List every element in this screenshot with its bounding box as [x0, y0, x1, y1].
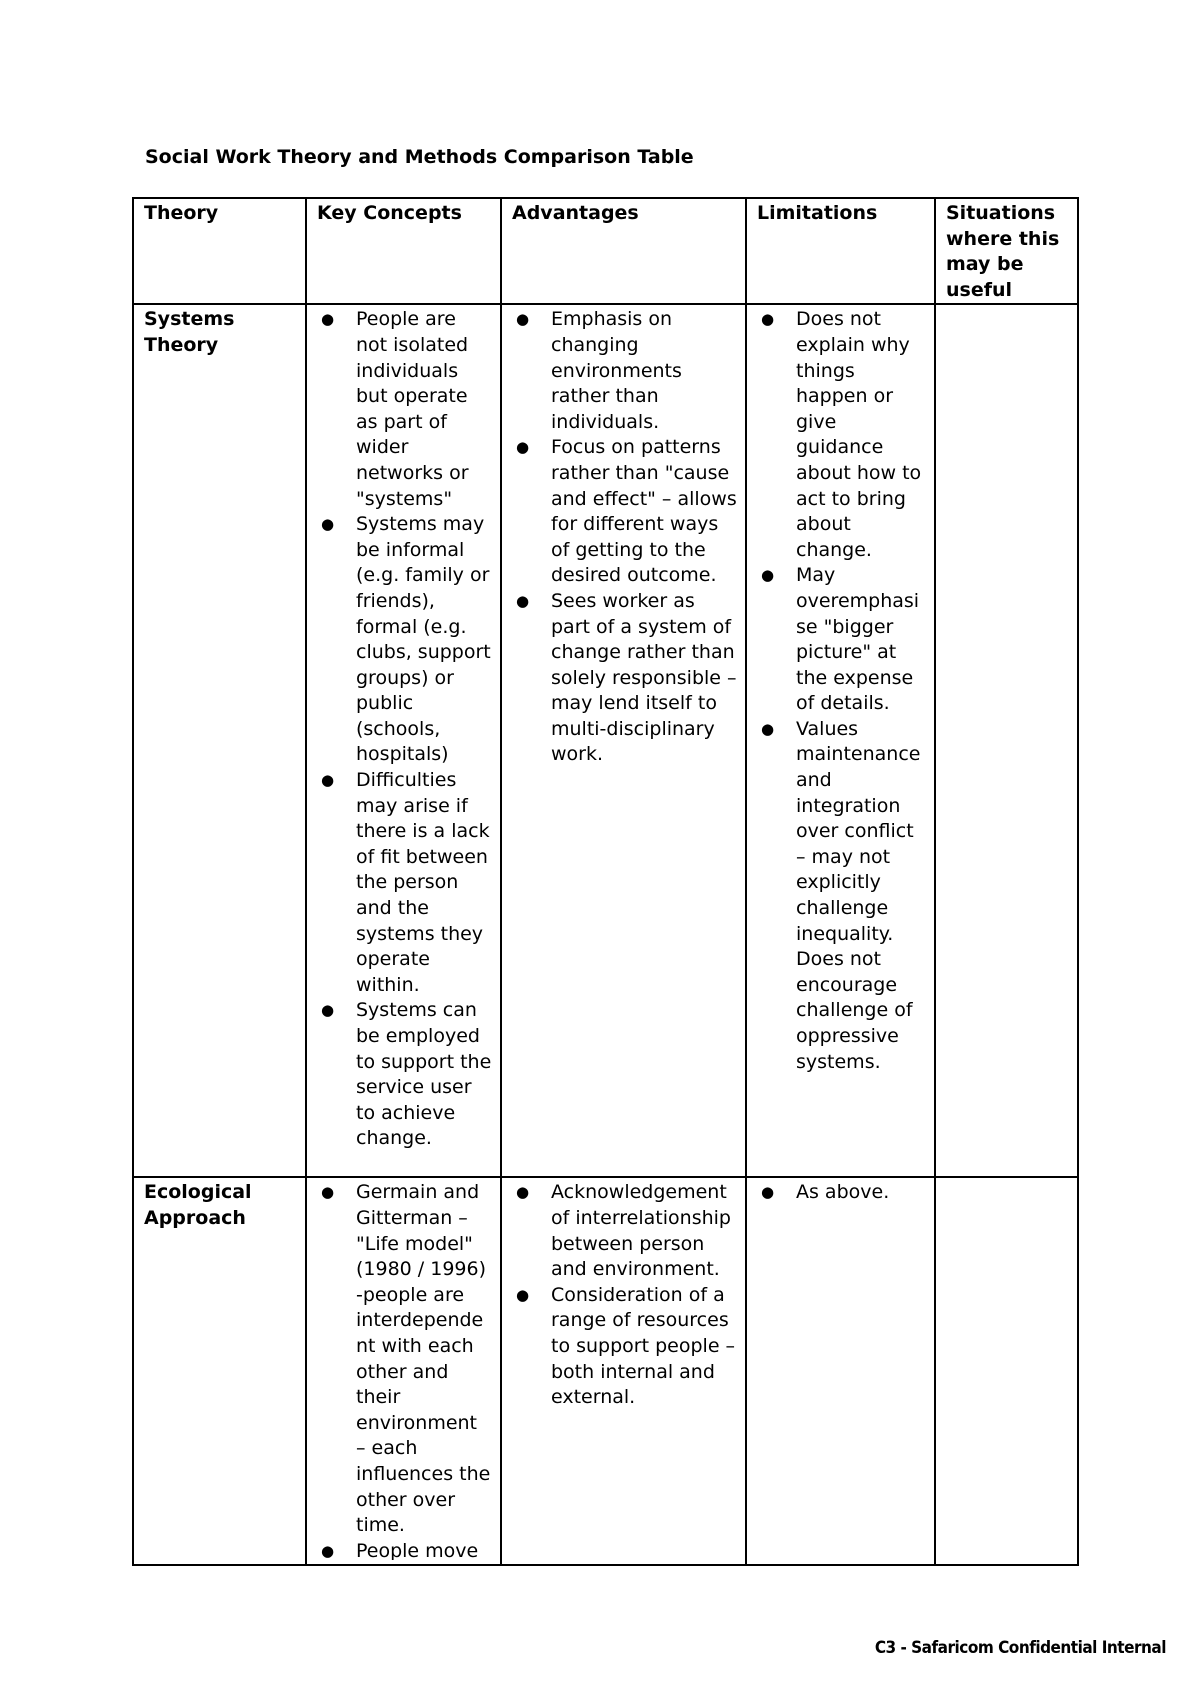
situations-cell	[935, 1177, 1078, 1565]
header-theory: Theory	[133, 198, 306, 304]
advantages-list	[512, 307, 737, 768]
list-item: ● Values maintenance and integration over conflict – may not explicitly challenge inequality. Does not encourage challenge of oppressive systems.	[761, 717, 921, 1073]
bullet-icon: ●	[516, 591, 530, 610]
bullet-icon: ●	[516, 310, 530, 329]
limitations-cell	[746, 304, 935, 1177]
bullet-icon: ●	[761, 310, 775, 329]
key-concepts-cell	[306, 1177, 501, 1565]
header-situations: Situations where this may be useful	[935, 198, 1078, 304]
bullet-icon: ●	[516, 1285, 530, 1304]
advantages-cell	[501, 1177, 746, 1565]
document-title: Social Work Theory and Methods Comparison Table	[145, 146, 694, 168]
bullet-icon: ●	[761, 566, 775, 585]
bullet-icon: ●	[321, 771, 335, 790]
list-item: ● May overemphasise "bigger picture" at the expense of details.	[761, 564, 920, 715]
list-item: ● Sees worker as part of a system of change rather than solely responsible – may lend itself to multi-disciplinary work.	[516, 589, 737, 766]
advantages-cell	[501, 304, 746, 1177]
list-item: ● Systems may be informal (e.g. family or friends), formal (e.g. clubs, support groups) or public (schools, hospitals)	[321, 513, 491, 766]
bullet-icon: ●	[321, 1541, 335, 1560]
list-item: ● As above.	[757, 1180, 926, 1206]
bullet-icon: ●	[761, 1183, 775, 1202]
list-item: ● Focus on patterns rather than "cause and effect" – allows for different ways of getting to the desired outcome.	[516, 436, 737, 587]
header-key-concepts: Key Concepts	[306, 198, 501, 304]
limitations-cell	[746, 1177, 935, 1565]
cell-clip	[317, 1180, 492, 1560]
footer-classification: C3 - Safaricom Confidential Internal	[874, 1638, 1166, 1658]
bullet-icon: ●	[516, 1183, 530, 1202]
bullet-icon: ●	[516, 438, 530, 457]
header-advantages: Advantages	[501, 198, 746, 304]
advantages-list	[512, 1180, 737, 1410]
theory-name-cell: Systems Theory	[133, 304, 306, 1177]
table-row-systems-theory	[133, 304, 1078, 1177]
bullet-icon: ●	[321, 1001, 335, 1020]
bullet-icon: ●	[321, 310, 335, 329]
key-concepts-cell	[306, 304, 501, 1177]
theory-name-cell: Ecological Approach	[133, 1177, 306, 1565]
situations-cell	[935, 304, 1078, 1177]
list-item: ● People are not isolated individuals but operate as part of wider networks or "systems"	[321, 308, 469, 510]
bullet-icon: ●	[761, 719, 775, 738]
limitations-list	[757, 307, 926, 1075]
table-row-ecological-approach	[133, 1177, 1078, 1565]
list-item: ● Acknowledgement of interrelationship between person and environment.	[516, 1181, 731, 1281]
list-item: ● Systems can be employed to support the service user to achieve change.	[321, 999, 492, 1150]
table-header-row	[133, 198, 1078, 304]
list-item: ● Consideration of a range of resources to support people – both internal and external.	[516, 1283, 736, 1409]
key-concepts-list	[317, 307, 492, 1152]
list-item: ● Difficulties may arise if there is a lack of fit between the person and the systems they operate within.	[321, 769, 490, 996]
header-limitations: Limitations	[746, 198, 935, 304]
limitations-list	[757, 1180, 926, 1206]
list-item: ● People move	[317, 1539, 492, 1561]
list-item: ● Germain and Gitterman – "Life model" (1980 / 1996) -people are interdependent with each other and their environment – each influences the other over time.	[321, 1181, 491, 1537]
comparison-table	[132, 197, 1079, 1566]
key-concepts-list	[317, 1180, 492, 1560]
bullet-icon: ●	[321, 1183, 335, 1202]
list-item: ● Emphasis on changing environments rather than individuals.	[516, 308, 682, 433]
list-item: ● Does not explain why things happen or give guidance about how to act to bring about change.	[761, 308, 922, 561]
bullet-icon: ●	[321, 515, 335, 534]
